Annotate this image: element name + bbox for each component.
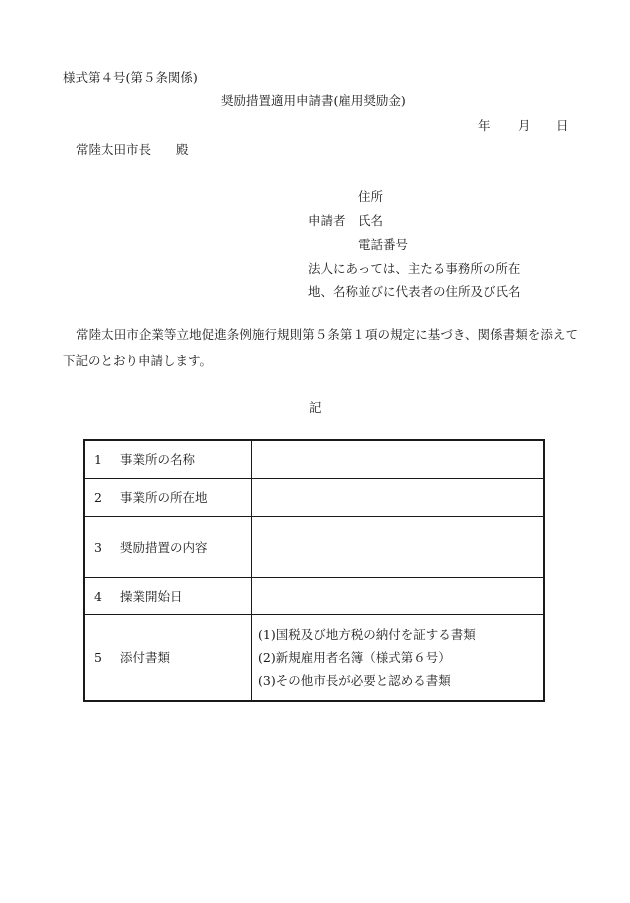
- name-label: 氏名: [358, 213, 384, 228]
- business-name-field[interactable]: [252, 440, 545, 478]
- row-number: 4: [94, 588, 102, 604]
- document-title: 奨励措置適用申請書(雇用奨励金): [221, 93, 406, 108]
- date-day-label: 日: [556, 118, 569, 133]
- row-label-cell: [84, 440, 252, 478]
- list-item: (3)その他市長が必要と認める書類: [258, 672, 451, 688]
- addressee-honorific: 殿: [176, 142, 189, 157]
- row-label: 事業所の名称: [120, 452, 196, 468]
- corporate-note-line1: 法人にあっては、主たる事務所の所在: [308, 261, 521, 276]
- row-label: 添付書類: [120, 650, 171, 666]
- row-label-cell: [84, 478, 252, 516]
- row-number: 5: [94, 650, 102, 666]
- table-row: [84, 478, 544, 516]
- application-items-table: [83, 439, 545, 702]
- row-label: 操業開始日: [120, 588, 183, 604]
- phone-label: 電話番号: [358, 237, 409, 252]
- table-row: [84, 577, 544, 614]
- record-heading: 記: [309, 400, 322, 415]
- form-number: 様式第４号(第５条関係): [63, 70, 198, 85]
- row-number: 2: [94, 490, 102, 505]
- incentive-content-field[interactable]: [252, 516, 545, 577]
- table-row: [84, 516, 544, 577]
- table-row: [84, 614, 544, 701]
- date-year-label: 年: [478, 118, 491, 133]
- corporate-note-line2: 地、名称並びに代表者の住所及び氏名: [308, 284, 521, 299]
- table-row: [84, 440, 544, 478]
- application-statement: 常陸太田市企業等立地促進条例施行規則第５条第１項の規定に基づき、関係書類を添えて下記のとおり申請します。: [63, 327, 578, 368]
- row-label-cell: [84, 614, 252, 701]
- row-label: 事業所の所在地: [120, 490, 208, 505]
- row-label: 奨励措置の内容: [120, 539, 208, 555]
- row-label-cell: [84, 577, 252, 614]
- row-number: 3: [94, 539, 102, 555]
- attachments-cell: [252, 614, 545, 701]
- list-item: (1)国税及び地方税の納付を証する書類: [258, 626, 476, 642]
- row-label-cell: [84, 516, 252, 577]
- addressee-name: 常陸太田市長: [76, 142, 152, 157]
- date-month-label: 月: [518, 118, 531, 133]
- list-item: (2)新規雇用者名簿（様式第６号）: [258, 649, 451, 665]
- business-address-field[interactable]: [252, 478, 545, 516]
- row-number: 1: [94, 452, 102, 468]
- attachments-list: [252, 623, 543, 692]
- operation-start-date-field[interactable]: [252, 577, 545, 614]
- applicant-label: 申請者: [308, 213, 346, 228]
- address-label: 住所: [358, 189, 384, 204]
